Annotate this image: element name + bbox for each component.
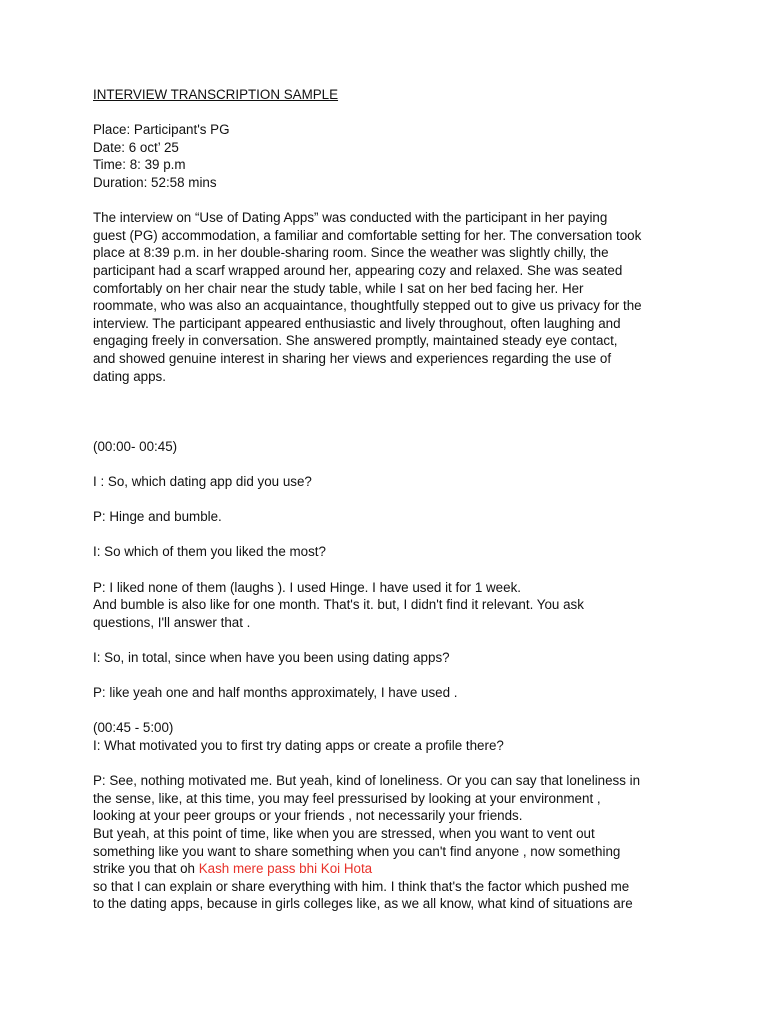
interviewer-question: I : So, which dating app did you use? [93, 474, 312, 490]
participant-answer: P: Hinge and bumble. [93, 509, 222, 525]
intro-line: dating apps. [93, 368, 166, 384]
segment-timestamp: (00:45 - 5:00) [93, 720, 174, 736]
intro-line: interview. The participant appeared enthusiastic and lively throughout, often laughing and [93, 315, 621, 331]
meta-place: Place: Participant's PG [93, 122, 230, 138]
participant-answer: And bumble is also like for one month. That's it. but, I didn't find it relevant. You ask [93, 597, 584, 613]
segment-timestamp: (00:00- 00:45) [93, 438, 178, 454]
highlighted-phrase: Kash mere pass bhi Koi Hota [198, 861, 373, 877]
spacer [93, 631, 683, 649]
spacer [93, 491, 683, 509]
spacer [93, 385, 683, 438]
spacer [93, 755, 683, 773]
participant-answer: P: I liked none of them (laughs ). I used Hinge. I have used it for 1 week. [93, 579, 521, 595]
spacer [93, 561, 683, 579]
interviewer-question: I: So, in total, since when have you been using dating apps? [93, 650, 450, 666]
spacer [93, 104, 683, 122]
participant-answer: something like you want to share something when you can't find anyone , now something [93, 843, 621, 859]
document-page [93, 86, 683, 913]
spacer [93, 702, 683, 720]
meta-duration: Duration: 52:58 mins [93, 174, 217, 190]
spacer [93, 192, 683, 210]
participant-answer-line [93, 860, 683, 878]
spacer [93, 667, 683, 685]
intro-line: roommate, who was also an acquaintance, thoughtfully stepped out to give us privacy for the [93, 298, 642, 314]
meta-date: Date: 6 oct’ 25 [93, 139, 179, 155]
intro-line: and showed genuine interest in sharing her views and experiences regarding the use of [93, 350, 612, 366]
answer-text: strike you that oh [93, 861, 199, 877]
participant-answer: questions, I'll answer that . [93, 614, 251, 630]
spacer [93, 526, 683, 544]
participant-answer: the sense, like, at this time, you may feel pressurised by looking at your environment , [93, 790, 601, 806]
metadata-block [93, 121, 683, 191]
interviewer-question: I: What motivated you to first try dating apps or create a profile there? [93, 737, 504, 753]
participant-answer: P: like yeah one and half months approximately, I have used . [93, 685, 458, 701]
intro-paragraph [93, 209, 683, 385]
intro-line: comfortably on her chair near the study table, while I sat on her bed facing her. Her [93, 280, 584, 296]
intro-line: The interview on “Use of Dating Apps” was conducted with the participant in her paying [93, 210, 608, 226]
transcript-segment-1 [93, 438, 683, 702]
meta-time: Time: 8: 39 p.m [93, 157, 186, 173]
intro-line: place at 8:39 p.m. in her double-sharing room. Since the weather was slightly chilly, the [93, 245, 609, 261]
participant-answer: P: See, nothing motivated me. But yeah, kind of loneliness. Or you can say that loneliness in [93, 773, 641, 789]
participant-answer: But yeah, at this point of time, like when you are stressed, when you want to vent out [93, 825, 595, 841]
interviewer-question: I: So which of them you liked the most? [93, 544, 326, 560]
transcript-segment-2 [93, 719, 683, 913]
spacer [93, 455, 683, 473]
document-title: INTERVIEW TRANSCRIPTION SAMPLE [93, 87, 339, 102]
participant-answer: to the dating apps, because in girls colleges like, as we all know, what kind of situations are [93, 896, 633, 912]
intro-line: participant had a scarf wrapped around her, appearing cozy and relaxed. She was seated [93, 262, 623, 278]
participant-answer: looking at your peer groups or your friends , not necessarily your friends. [93, 808, 523, 824]
participant-answer: so that I can explain or share everything with him. I think that's the factor which pushed me [93, 878, 630, 894]
intro-line: engaging freely in conversation. She answered promptly, maintained steady eye contact, [93, 333, 618, 349]
intro-line: guest (PG) accommodation, a familiar and comfortable setting for her. The conversation took [93, 227, 642, 243]
